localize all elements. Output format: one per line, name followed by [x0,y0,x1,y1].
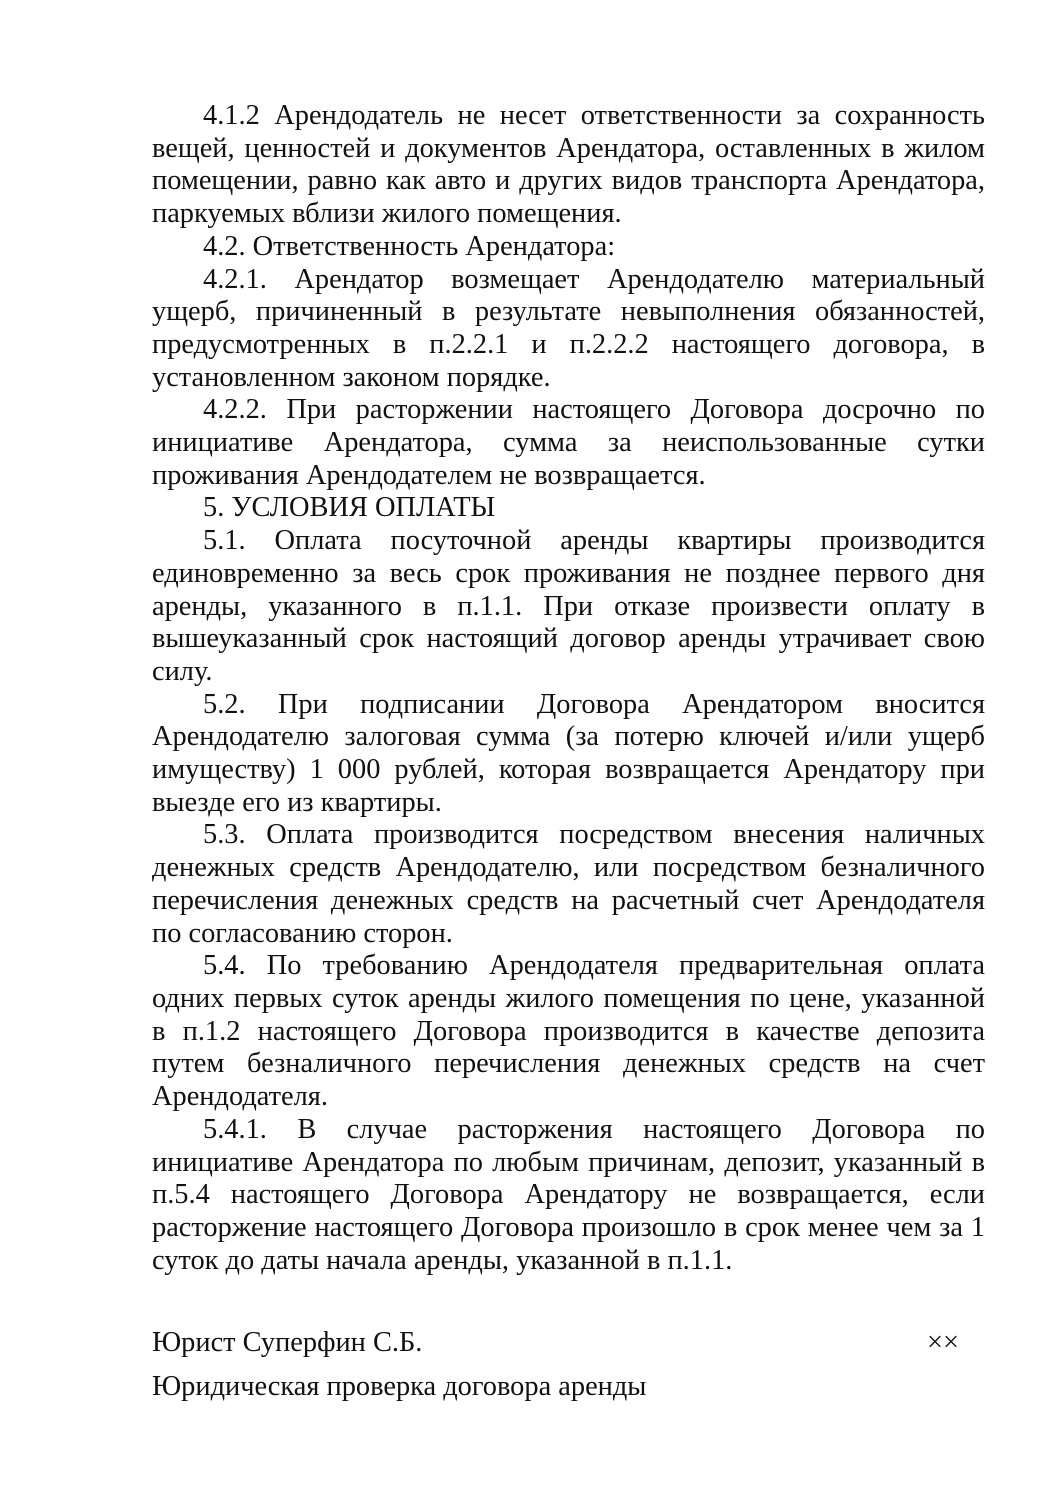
paragraph-4-1-2: 4.1.2 Арендодатель не несет ответственности за сохранность вещей, ценностей и документов Арендатора, оставленных в жилом помещении, равно как авто и других видов транспорта Арендатора, паркуемых вблизи жилого помещения. [152,100,985,230]
paragraph-5-2: 5.2. При подписании Договора Арендатором вносится Арендодателю залоговая сумма (за потерю ключей и/или ущерб имуществу) 1 000 рублей, которая возвращается Арендатору при выезде его из квартиры. [152,688,985,818]
paragraph-5-4-1: 5.4.1. В случае расторжения настоящего Договора по инициативе Арендатора по любым причинам, депозит, указанный в п.5.4 настоящего Договора Арендатору не возвращается, если расторжение настоящего Договора произошло в срок менее чем за 1 суток до даты начала аренды, указанной в п.1.1. [152,1113,985,1276]
contract-body [152,100,985,1277]
paragraph-5-3: 5.3. Оплата производится посредством внесения наличных денежных средств Арендодателю, или посредством безналичного перечисления денежных средств на расчетный счет Арендодателя по согласованию сторон. [152,819,985,949]
paragraph-5-4: 5.4. По требованию Арендодателя предварительная оплата одних первых суток аренды жилого помещения по цене, указанной в п.1.2 настоящего Договора производится в качестве депозита путем безналичного перечисления денежных средств на счет Арендодателя. [152,950,985,1113]
paragraph-4-2-2: 4.2.2. При расторжении настоящего Договора досрочно по инициативе Арендатора, сумма за неиспользованные сутки проживания Арендодателем не возвращается. [152,394,985,491]
footer-signature-row [152,1321,985,1365]
footer-caption: Юридическая проверка договора аренды [152,1371,647,1402]
paragraph-4-2-1: 4.2.1. Арендатор возмещает Арендодателю материальный ущерб, причиненный в результате невыполнения обязанностей, предусмотренных в п.2.2.1 и п.2.2.2 настоящего договора, в установленном законом порядке. [152,263,985,393]
paragraph-4-2: 4.2. Ответственность Арендатора: [203,230,616,262]
footer-mark: ×× [926,1327,959,1358]
section-5-heading: 5. УСЛОВИЯ ОПЛАТЫ [203,492,496,524]
paragraph-5-1: 5.1. Оплата посуточной аренды квартиры производится единовременно за весь срок проживания не позднее первого дня аренды, указанного в п.1.1. При отказе произвести оплату в вышеуказанный срок настоящий договор аренды утрачивает свою силу. [152,525,985,687]
lawyer-name: Юрист Суперфин С.Б. [152,1327,423,1358]
page-footer [152,1321,985,1409]
